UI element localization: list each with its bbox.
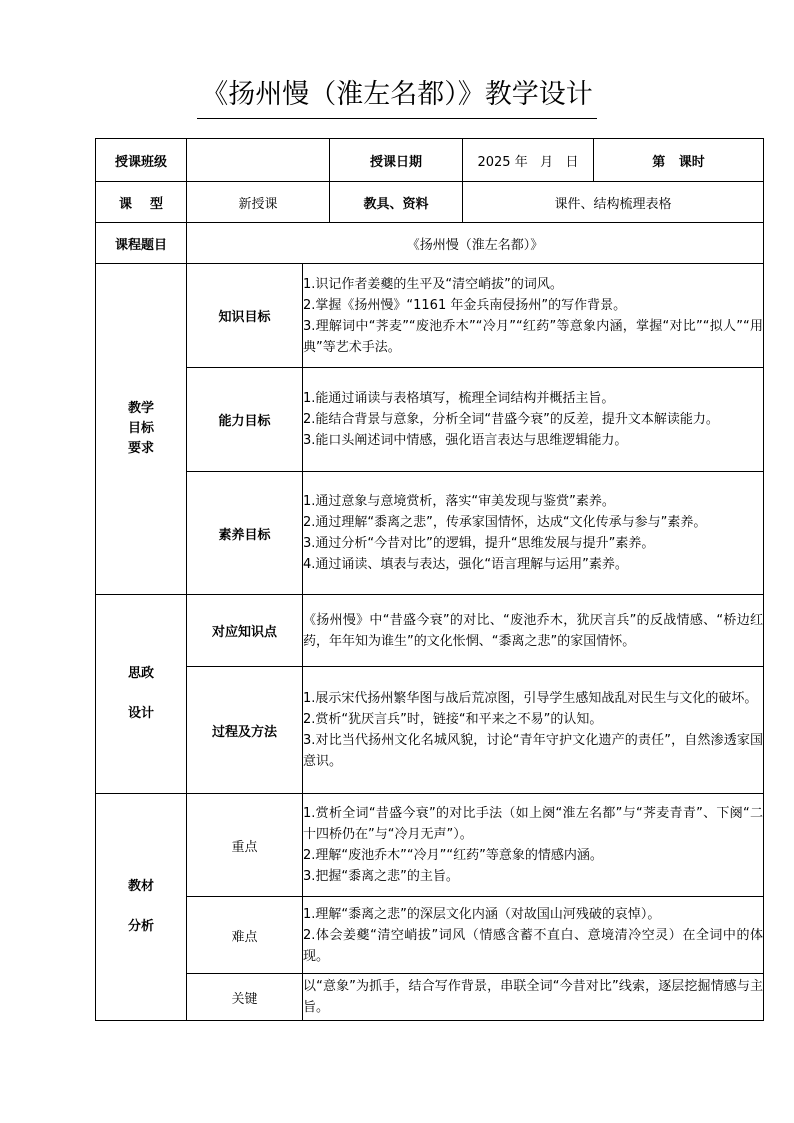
list-item: 2.掌握《扬州慢》“1161 年金兵南侵扬州”的写作背景。 [303, 297, 627, 313]
knowledge-goal-row [96, 264, 764, 368]
type-row [96, 182, 764, 223]
ability-goal-content [303, 368, 764, 472]
list-item: 3.把握“黍离之悲”的主旨。 [303, 869, 459, 884]
key-points-row [96, 794, 764, 897]
analysis-section-label: 教材 分析 [96, 794, 187, 1021]
topic-label: 课程题目 [96, 223, 187, 264]
ability-goal-label: 能力目标 [187, 368, 303, 472]
period-label: 第 课时 [594, 139, 764, 182]
list-item: 2.体会姜夔“清空峭拔”词风（情感含蓄不直白、意境清冷空灵）在全词中的体现。 [303, 927, 763, 964]
list-item: 3.对比当代扬州文化名城风貌，讨论“青年守护文化遗产的责任”，自然渗透家国意识。 [303, 733, 763, 769]
topic-row [96, 223, 764, 264]
list-item: 1.通过意象与意境赏析，落实“审美发现与鉴赏”素养。 [303, 494, 615, 509]
list-item: 2.赏析“犹厌言兵”时，链接“和平来之不易”的认知。 [303, 712, 603, 727]
knowledge-goal-label: 知识目标 [187, 264, 303, 368]
ability-goal-row [96, 368, 764, 472]
difficulties-row [96, 897, 764, 974]
list-item: 1.赏析全词“昔盛今衰”的对比手法（如上阕“淮左名都”与“荠麦青青”、下阕“二十四桥仍在”与“冷月无声”）。 [303, 806, 763, 842]
page-title [0, 74, 794, 119]
key-content [303, 974, 764, 1021]
ideology-section-label: 思政 设计 [96, 595, 187, 794]
literacy-goal-content [303, 472, 764, 595]
literacy-goal-label: 素养目标 [187, 472, 303, 595]
topic-value: 《扬州慢（淮左名都）》 [187, 223, 764, 264]
list-item: 4.通过诵读、填表与表达，强化“语言理解与运用”素养。 [303, 557, 628, 572]
list-item: 《扬州慢》中“昔盛今衰”的对比、“废池乔木，犹厌言兵”的反战情感、“桥边红药，年年知为谁生”的文化怅惘、“黍离之悲”的家国情怀。 [303, 612, 763, 649]
list-item: 2.通过理解“黍离之悲”，传承家国情怀，达成“文化传承与参与”素养。 [303, 515, 707, 530]
process-content [303, 667, 764, 794]
type-value: 新授课 [187, 182, 330, 223]
key-row [96, 974, 764, 1021]
materials-value: 课件、结构梳理表格 [463, 182, 764, 223]
materials-label: 教具、资料 [330, 182, 463, 223]
list-item: 3.能口头阐述词中情感，强化语言表达与思维逻辑能力。 [303, 433, 628, 448]
date-value[interactable]: 2025 年 月 日 [463, 139, 594, 182]
lesson-plan-table [95, 138, 764, 1021]
list-item: 以“意象”为抓手，结合写作背景，串联全词“今昔对比”线索，逐层挖掘情感与主旨。 [303, 979, 763, 1015]
knowledge-points-row [96, 595, 764, 667]
type-label: 课 型 [96, 182, 187, 223]
list-item: 3.通过分析“今昔对比”的逻辑，提升“思维发展与提升”素养。 [303, 536, 655, 551]
literacy-goal-row [96, 472, 764, 595]
date-label: 授课日期 [330, 139, 463, 182]
process-row [96, 667, 764, 794]
knowledge-points-label: 对应知识点 [187, 595, 303, 667]
knowledge-points-content [303, 595, 764, 667]
header-row [96, 139, 764, 182]
difficulties-content [303, 897, 764, 974]
list-item: 2.理解“废池乔木”“冷月”“红药”等意象的情感内涵。 [303, 848, 603, 863]
list-item: 1.识记作者姜夔的生平及“清空峭拔”的词风。 [303, 276, 563, 292]
list-item: 1.展示宋代扬州繁华图与战后荒凉图，引导学生感知战乱对民生与文化的破坏。 [303, 691, 758, 706]
knowledge-goal-content [303, 264, 764, 368]
list-item: 1.理解“黍离之悲”的深层文化内涵（对故国山河残破的哀悼）。 [303, 906, 661, 922]
key-points-label: 重点 [187, 794, 303, 897]
class-label: 授课班级 [96, 139, 187, 182]
key-label: 关键 [187, 974, 303, 1021]
difficulties-label: 难点 [187, 897, 303, 974]
goals-section-label: 教学 目标 要求 [96, 264, 187, 595]
list-item: 3.理解词中“荠麦”“废池乔木”“冷月”“红药”等意象内涵，掌握“对比”“拟人”“用典”等艺术手法。 [303, 318, 763, 355]
title-text: 《扬州慢（淮左名都）》教学设计 [197, 74, 597, 119]
list-item: 2.能结合背景与意象，分析全词“昔盛今衰”的反差，提升文本解读能力。 [303, 412, 719, 427]
key-points-content [303, 794, 764, 897]
list-item: 1.能通过诵读与表格填写，梳理全词结构并概括主旨。 [303, 391, 615, 406]
process-label: 过程及方法 [187, 667, 303, 794]
class-value[interactable] [187, 139, 330, 182]
